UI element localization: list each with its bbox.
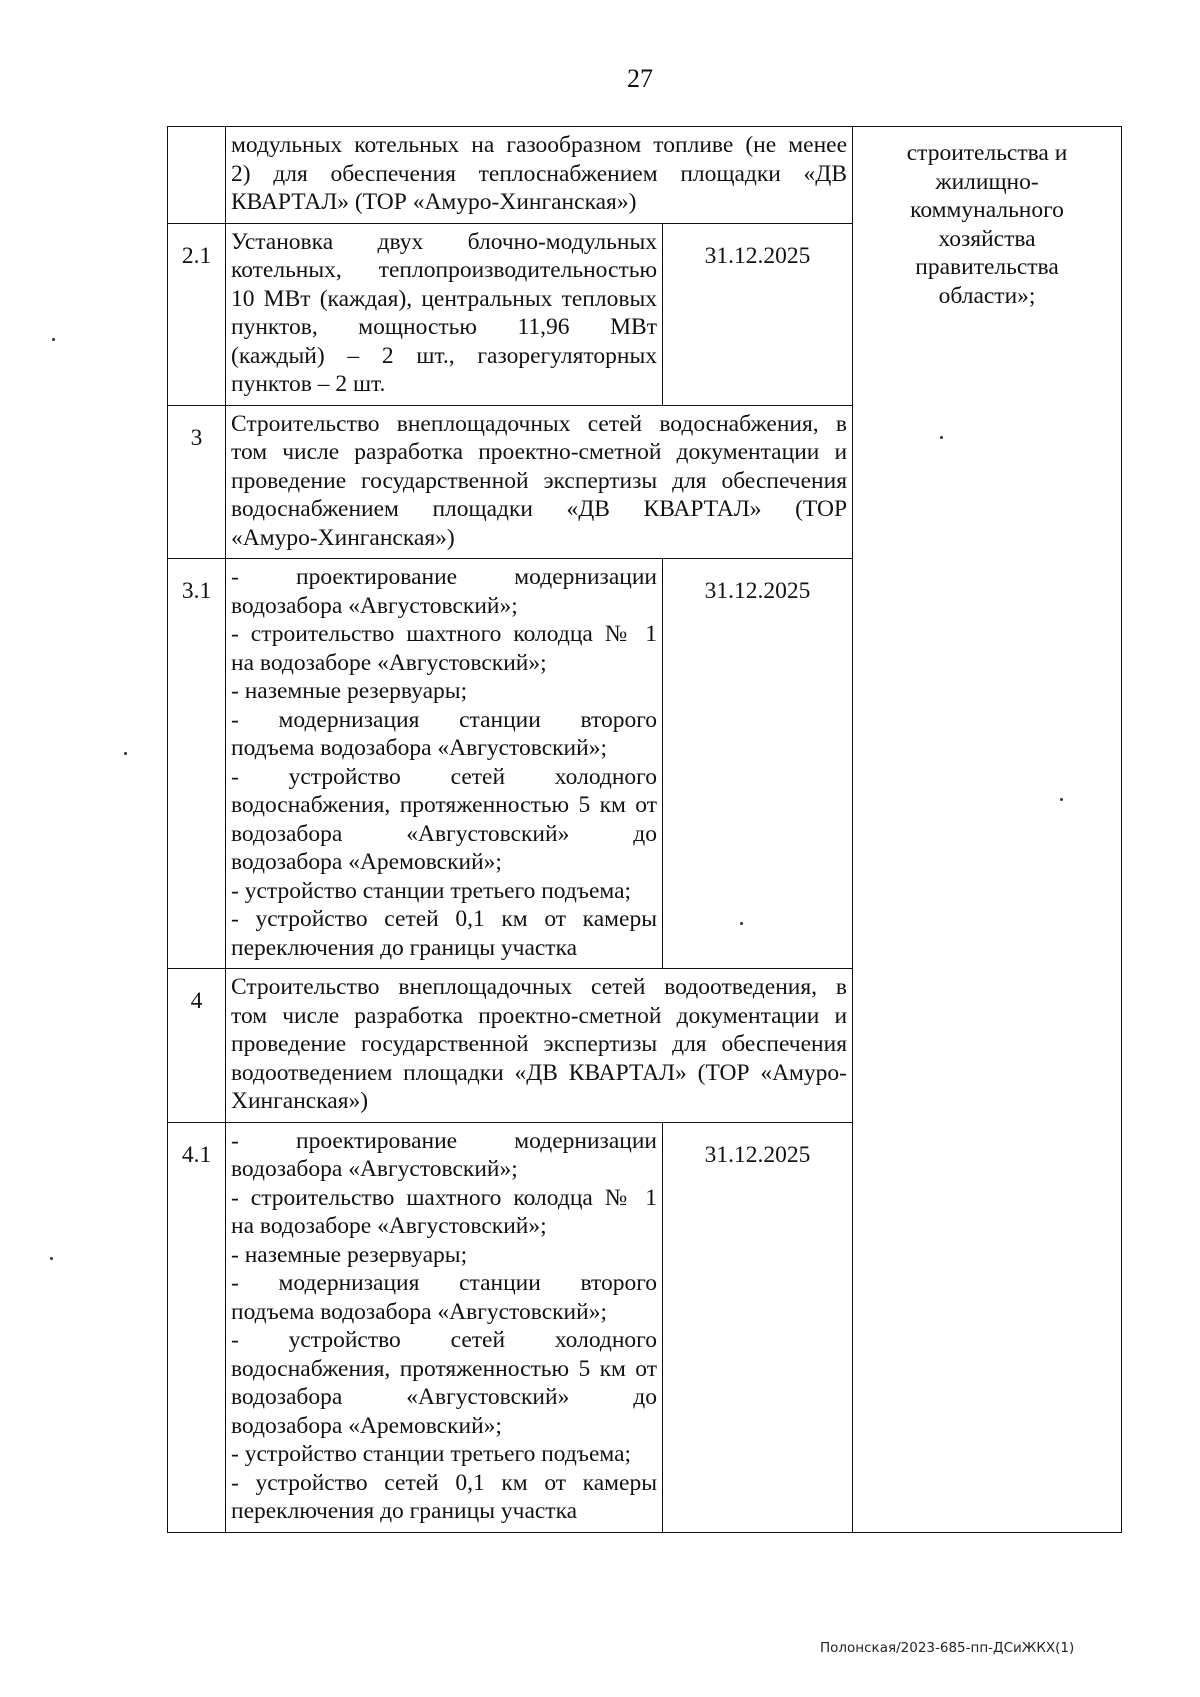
text-line: жилищно-: [935, 168, 1039, 195]
scan-speck: [1060, 798, 1063, 801]
text-line: - модернизация станции второго: [231, 706, 657, 733]
text-line: - устройство сетей холодного: [231, 1327, 657, 1353]
scan-speck: [52, 338, 55, 341]
text-line: проведение государственной экспертизы для обеспечения: [231, 1031, 848, 1057]
text-line: 2) для обеспечения теплоснабжением площадки «ДВ: [231, 160, 848, 187]
row-description: [226, 1122, 663, 1532]
text-line: хозяйства: [938, 225, 1036, 252]
text-line: коммунального: [910, 197, 1064, 223]
document-reference: Полонская/2023-685-пп-ДСиЖКХ(1): [820, 1640, 1075, 1656]
text-line: том числе разработка проектно-сметной документации и: [231, 439, 848, 465]
row-number: 4.1: [168, 1122, 226, 1532]
text-line: области»;: [938, 282, 1036, 309]
text-line: - модернизация станции второго: [231, 1270, 657, 1296]
text-line: переключения до границы участка: [231, 934, 578, 961]
text-line: модульных котельных на газообразном топливе (не менее: [231, 132, 848, 158]
row-number: 2.1: [168, 223, 226, 405]
row-number: 3: [168, 405, 226, 559]
row-description: [226, 559, 663, 969]
responsible-cell: [853, 127, 1122, 1533]
scan-speck: [50, 1257, 53, 1260]
row-date: 31.12.2025: [663, 1122, 853, 1532]
text-line: - строительство шахтного колодца № 1: [231, 621, 657, 647]
text-line: - устройство сетей 0,1 км от камеры: [231, 906, 657, 932]
table-row: [168, 127, 1122, 224]
text-line: на водозаборе «Августовский»;: [231, 649, 547, 676]
text-line: - проектирование модернизации: [231, 1127, 657, 1154]
text-line: водозабора «Августовский»;: [231, 1156, 518, 1182]
text-line: пунктов – 2 шт.: [231, 371, 386, 397]
row-description: [226, 405, 853, 559]
text-line: водоотведением площадки «ДВ КВАРТАЛ» (ТОР «Амуро-: [231, 1059, 848, 1086]
text-line: водозабора «Августовский» до: [231, 1384, 657, 1410]
text-line: - устройство станции третьего подъема;: [231, 1441, 632, 1467]
row-number: [168, 127, 226, 224]
text-line: на водозаборе «Августовский»;: [231, 1213, 547, 1239]
text-line: пунктов, мощностью 11,96 МВт: [231, 314, 657, 340]
text-line: (каждый) – 2 шт., газорегуляторных: [231, 342, 657, 369]
text-line: 10 МВт (каждая), центральных тепловых: [231, 285, 657, 312]
text-line: Хинганская»): [231, 1088, 369, 1114]
text-line: водозабора «Августовский» до: [231, 820, 657, 847]
row-date: 31.12.2025: [663, 223, 853, 405]
row-number: 4: [168, 969, 226, 1123]
scan-speck: [940, 436, 943, 439]
text-line: водоснабжения, протяженностью 5 км от: [231, 1355, 657, 1382]
text-line: Строительство внеплощадочных сетей водоснабжения, в: [231, 410, 848, 437]
row-description: [226, 223, 663, 405]
scan-speck: [740, 922, 743, 925]
text-line: переключения до границы участка: [231, 1498, 578, 1524]
measures-table: [167, 126, 1122, 1533]
text-line: «Амуро-Хинганская»): [231, 524, 455, 551]
row-description: [226, 127, 853, 224]
text-line: правительства: [915, 254, 1059, 280]
text-line: КВАРТАЛ» (ТОР «Амуро-Хинганская»): [231, 189, 637, 215]
text-line: Установка двух блочно-модульных: [231, 228, 657, 255]
row-number: 3.1: [168, 559, 226, 969]
text-line: - устройство станции третьего подъема;: [231, 877, 632, 904]
row-description: [226, 969, 853, 1123]
page-number: 27: [627, 64, 653, 93]
text-line: строительства и: [906, 140, 1068, 166]
text-line: котельных, теплопроизводительностью: [231, 257, 657, 283]
text-line: водоснабжением площадки «ДВ КВАРТАЛ» (ТОР: [231, 496, 848, 522]
row-date: 31.12.2025: [663, 559, 853, 969]
text-line: водозабора «Аремовский»;: [231, 849, 502, 875]
text-line: - наземные резервуары;: [231, 1241, 468, 1268]
text-line: Строительство внеплощадочных сетей водоотведения, в: [231, 974, 848, 1000]
text-line: - проектирование модернизации: [231, 564, 657, 590]
text-line: водозабора «Августовский»;: [231, 592, 518, 619]
text-line: - устройство сетей 0,1 км от камеры: [231, 1469, 657, 1496]
text-line: водозабора «Аремовский»;: [231, 1412, 502, 1439]
text-line: проведение государственной экспертизы для обеспечения: [231, 467, 848, 494]
text-line: - наземные резервуары;: [231, 678, 468, 704]
text-line: подъема водозабора «Августовский»;: [231, 735, 607, 761]
scan-speck: [124, 752, 127, 755]
text-line: том числе разработка проектно-сметной документации и: [231, 1002, 848, 1029]
text-line: подъема водозабора «Августовский»;: [231, 1298, 607, 1325]
text-line: - устройство сетей холодного: [231, 763, 657, 790]
text-line: водоснабжения, протяженностью 5 км от: [231, 792, 657, 818]
text-line: - строительство шахтного колодца № 1: [231, 1184, 657, 1211]
